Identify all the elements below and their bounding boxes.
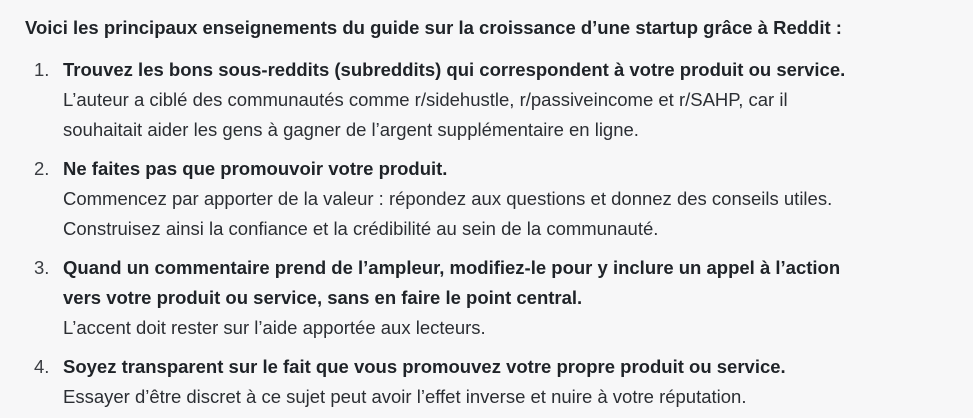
item-description-line: Commencez par apporter de la valeur : répondez aux questions et donnez des conseils utiles. xyxy=(63,188,833,209)
takeaways-list xyxy=(25,55,973,412)
intro-text: Voici les principaux enseignements du guide sur la croissance d’une startup grâce à Reddit : xyxy=(25,17,842,38)
item-description-line: L’auteur a ciblé des communautés comme r/sidehustle, r/passiveincome et r/SAHP, car il xyxy=(63,89,788,110)
item-description-line: souhaitait aider les gens à gagner de l’argent supplémentaire en ligne. xyxy=(63,119,639,140)
item-content xyxy=(63,55,973,145)
list-item xyxy=(25,55,973,145)
item-content xyxy=(63,352,973,412)
item-heading-line: Trouvez les bons sous-reddits (subreddits) qui correspondent à votre produit ou service. xyxy=(63,59,846,80)
item-content xyxy=(63,154,973,244)
item-number: 4. xyxy=(34,356,50,377)
list-item xyxy=(25,253,973,343)
item-number: 1. xyxy=(34,59,50,80)
item-number: 2. xyxy=(34,158,50,179)
item-description-line: L’accent doit rester sur l’aide apportée aux lecteurs. xyxy=(63,317,486,338)
item-heading-line: Quand un commentaire prend de l’ampleur, modifiez-le pour y inclure un appel à l’action xyxy=(63,257,841,278)
item-heading-line: Soyez transparent sur le fait que vous promouvez votre propre produit ou service. xyxy=(63,356,786,377)
item-heading-line: vers votre produit ou service, sans en faire le point central. xyxy=(63,287,583,308)
item-content xyxy=(63,253,973,343)
list-item xyxy=(25,352,973,412)
item-number: 3. xyxy=(34,257,50,278)
item-description-line: Construisez ainsi la confiance et la crédibilité au sein de la communauté. xyxy=(63,218,659,239)
item-description-line: Essayer d’être discret à ce sujet peut avoir l’effet inverse et nuire à votre réputation. xyxy=(63,386,747,407)
list-item xyxy=(25,154,973,244)
item-heading-line: Ne faites pas que promouvoir votre produit. xyxy=(63,158,448,179)
